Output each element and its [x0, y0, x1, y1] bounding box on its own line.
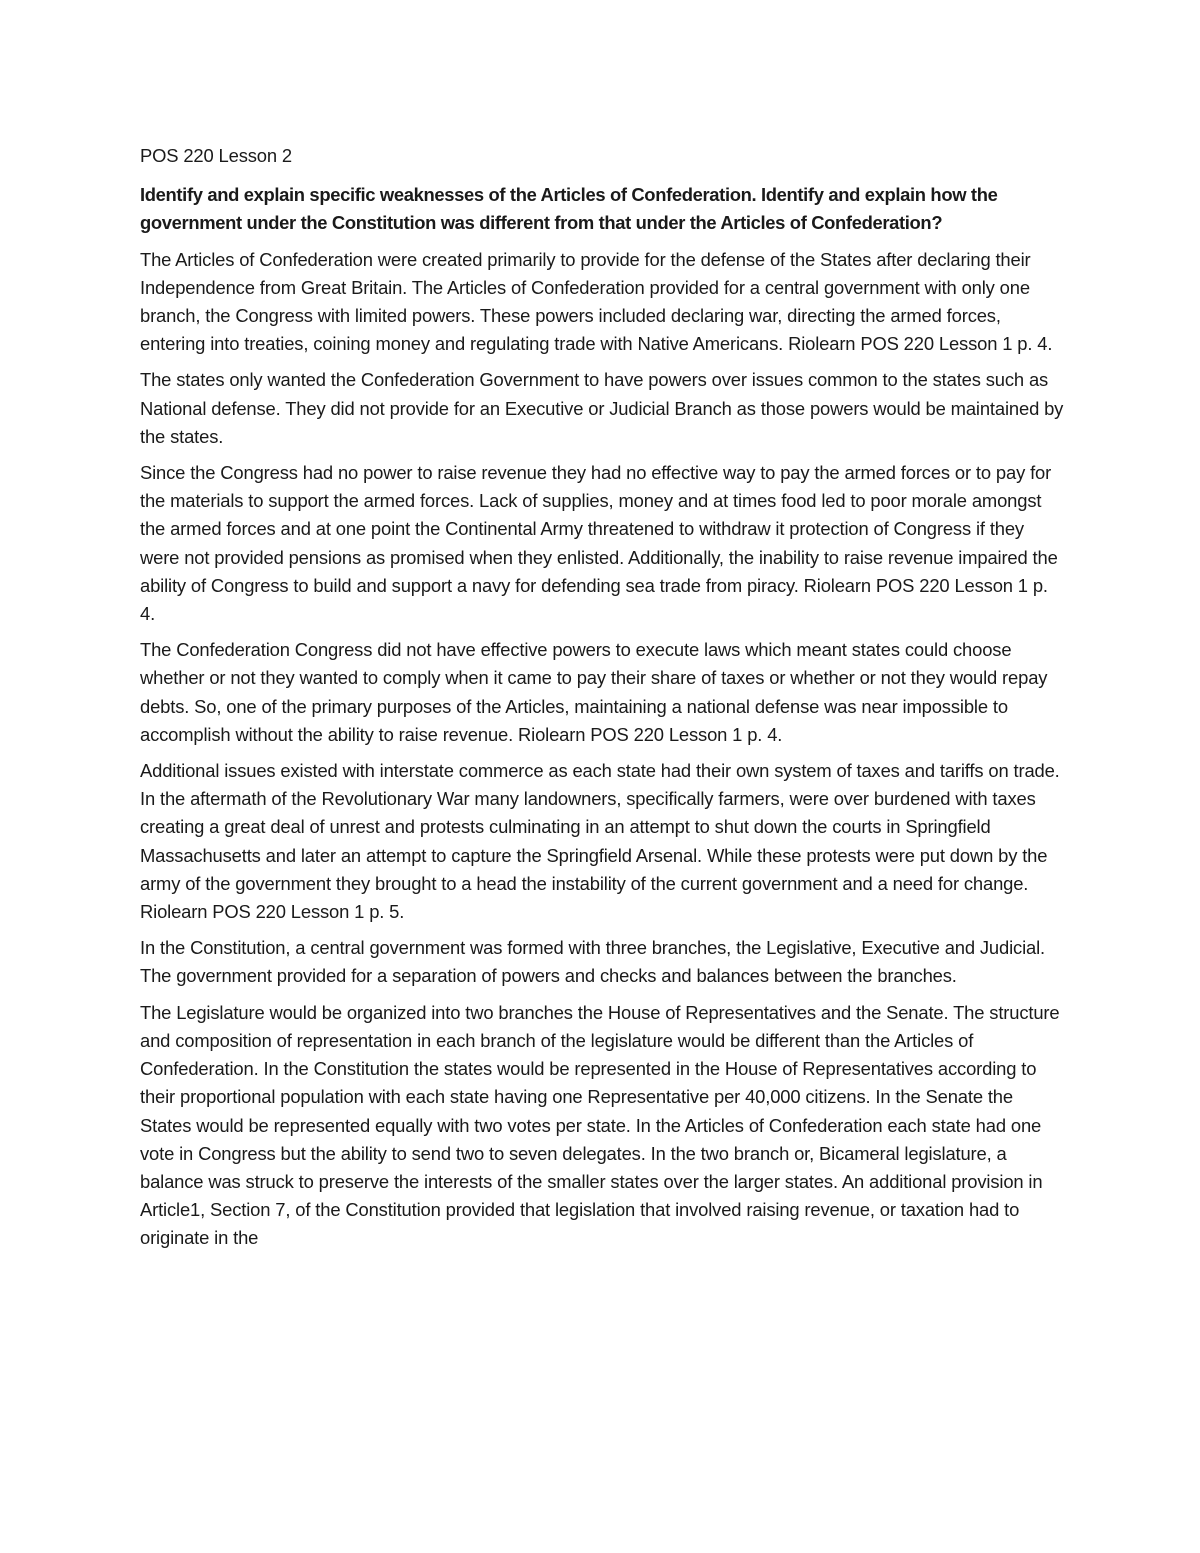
paragraph-constitution-branches: In the Constitution, a central government was formed with three branches, the Legislative, Executive and Judicial. The government provided for a separation of powers and checks and balances between the branches.: [140, 937, 1045, 987]
document-title: POS 220 Lesson 2: [140, 145, 292, 166]
paragraph-states-powers: The states only wanted the Confederation Government to have powers over issues common to the states such as National defense. They did not provide for an Executive or Judicial Branch as those powers would be maintained by the states.: [140, 369, 1064, 447]
paragraph-execution-weakness: The Confederation Congress did not have effective powers to execute laws which meant states could choose whether or not they wanted to comply when it came to pay their share of taxes or whether or not they would repay debts. So, one of the primary purposes of the Articles, maintaining a national defense was near impossible to accomplish without the ability to raise revenue. Riolearn POS 220 Lesson 1 p. 4.: [140, 639, 1048, 745]
essay-question: Identify and explain specific weaknesses of the Articles of Confederation. Identify and explain how the government under the Constitution was different from that under the Articles of Confederation?: [140, 184, 998, 234]
paragraph-revenue-weakness: Since the Congress had no power to raise revenue they had no effective way to pay the armed forces or to pay for the materials to support the armed forces. Lack of supplies, money and at times food led to poor morale amongst the armed forces and at one point the Continental Army threatened to withdraw it protection of Congress if they were not provided pensions as promised when they enlisted. Additionally, the inability to raise revenue impaired the ability of Congress to build and support a navy for defending sea trade from piracy. Riolearn POS 220 Lesson 1 p. 4.: [140, 462, 1058, 625]
paragraph-legislature: The Legislature would be organized into two branches the House of Representatives and the Senate. The structure and composition of representation in each branch of the legislature would be different than the Articles of Confederation. In the Constitution the states would be represented in the House of Representatives according to their proportional population with each state having one Representative per 40,000 citizens. In the Senate the States would be represented equally with two votes per state. In the Articles of Confederation each state had one vote in Congress but the ability to send two to seven delegates. In the two branch or, Bicameral legislature, a balance was struck to preserve the interests of the smaller states over the larger states. An additional provision in Article1, Section 7, of the Constitution provided that legislation that involved raising revenue, or taxation had to originate in the: [140, 1001, 1060, 1249]
paragraph-articles-overview: The Articles of Confederation were created primarily to provide for the defense of the States after declaring their Independence from Great Britain. The Articles of Confederation provided for a central government with only one branch, the Congress with limited powers. These powers included declaring war, directing the armed forces, entering into treaties, coining money and regulating trade with Native Americans. Riolearn POS 220 Lesson 1 p. 4.: [140, 248, 1053, 355]
paragraph-commerce-issues: Additional issues existed with interstate commerce as each state had their own system of taxes and tariffs on trade. In the aftermath of the Revolutionary War many landowners, specifically farmers, were over burdened with taxes creating a great deal of unrest and protests culminating in an attempt to shut down the courts in Springfield Massachusetts and later an attempt to capture the Springfield Arsenal. While these protests were put down by the army of the government they brought to a head the instability of the current government and a need for change. Riolearn POS 220 Lesson 1 p. 5.: [140, 760, 1060, 923]
document-body: [140, 142, 1065, 1261]
